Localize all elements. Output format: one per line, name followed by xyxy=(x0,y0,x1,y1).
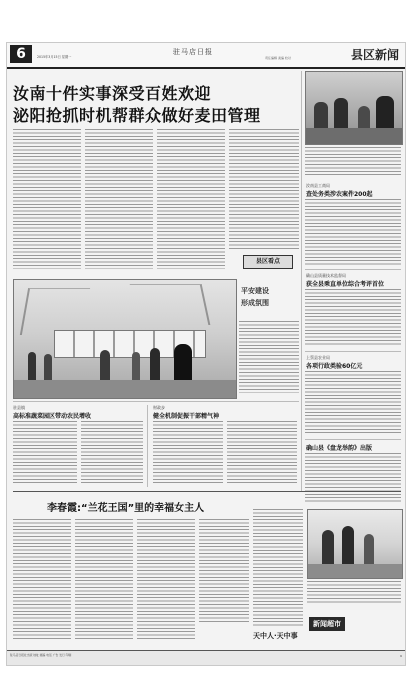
feature-divider xyxy=(13,491,401,492)
right-photo-caption-text xyxy=(305,147,401,177)
top-right-photo xyxy=(305,71,403,145)
lower-middle-text-2 xyxy=(227,421,297,483)
edition-info: 责任编辑 美编 校对 xyxy=(265,56,291,60)
page-header xyxy=(7,43,405,69)
photo-caption-title-1: 平安建设 xyxy=(241,287,269,295)
right-story-2-title: 获全县乘直单位综合考评首位 xyxy=(306,281,385,288)
headline-article-col-4 xyxy=(229,129,299,249)
bottom-photo-caption xyxy=(307,581,401,603)
mid-divider xyxy=(13,401,299,402)
right-story-3-kicker: 上蔡县农业局 xyxy=(306,355,330,360)
right-story-4-title: 确山县《盘龙举韵》出版 xyxy=(306,445,373,452)
lower-middle-text-1 xyxy=(153,421,223,483)
newspaper-page xyxy=(6,42,406,666)
headline-line-1: 汝南十件实事深受百姓欢迎 xyxy=(13,84,212,103)
issue-date: 2015年3月15日 星期一 xyxy=(37,55,72,59)
page-footer xyxy=(7,650,405,665)
right-story-3-text xyxy=(305,371,401,435)
headline-article-col-3 xyxy=(157,129,225,269)
footer-page-number: 6 xyxy=(400,654,402,658)
right-divider-1 xyxy=(305,269,401,270)
feature-text-col-2 xyxy=(75,519,133,639)
lower-left-text-1 xyxy=(13,421,77,483)
feature-text-col-5 xyxy=(253,509,303,627)
right-divider-2 xyxy=(305,351,401,352)
right-story-2-text xyxy=(305,289,401,347)
lower-middle-kicker: 财政步 xyxy=(153,405,165,410)
photo-caption-text xyxy=(239,321,299,393)
headline-line-2: 泌阳抢抓时机帮群众做好麦田管理 xyxy=(13,106,261,125)
feature-text-col-3 xyxy=(137,519,195,639)
section-stamp: 县区看点 xyxy=(243,255,293,269)
section-title: 县区新闻 xyxy=(350,48,399,62)
lower-left-text-2 xyxy=(81,421,143,483)
feature-text-col-1 xyxy=(13,519,71,639)
right-divider-3 xyxy=(305,439,401,440)
page-number: 6 xyxy=(10,45,32,63)
lower-middle-title: 健全机制促振干部精气神 xyxy=(153,413,220,420)
right-story-1-text xyxy=(305,199,401,265)
tianzhong-logo: 天中人·天中事 xyxy=(253,632,298,640)
right-story-3-title: 各项行政类验60亿元 xyxy=(306,363,363,370)
lower-left-kicker: 驻县镇 xyxy=(13,405,25,410)
column-rule xyxy=(301,71,302,491)
lower-left-title: 高标准蔬菜园区带动农民增收 xyxy=(13,413,92,420)
footer-text: 驻马店日报社出版 地址 邮编 电话 广告 发行 印刷 xyxy=(10,653,72,657)
news-market-logo: 新闻超市 xyxy=(309,617,345,631)
right-story-1-kicker: 汝南县工商局 xyxy=(306,183,330,188)
headline-article-col-1 xyxy=(13,129,81,269)
lower-rule xyxy=(147,405,148,487)
feature-title: 李春霞:“兰花王国”里的幸福女主人 xyxy=(47,503,205,514)
right-story-1-title: 查处务类涉农案件200起 xyxy=(306,191,373,198)
photo-caption-title-2: 形成氛围 xyxy=(241,299,269,307)
feature-photo xyxy=(13,279,237,399)
headline-article-col-2 xyxy=(85,129,153,269)
bottom-right-photo xyxy=(307,509,403,579)
feature-text-col-4 xyxy=(199,519,249,623)
right-story-4-text xyxy=(305,453,401,503)
paper-name: 驻马店日报 xyxy=(173,48,213,56)
right-story-2-kicker: 确山县质量技术监督局 xyxy=(306,273,346,278)
